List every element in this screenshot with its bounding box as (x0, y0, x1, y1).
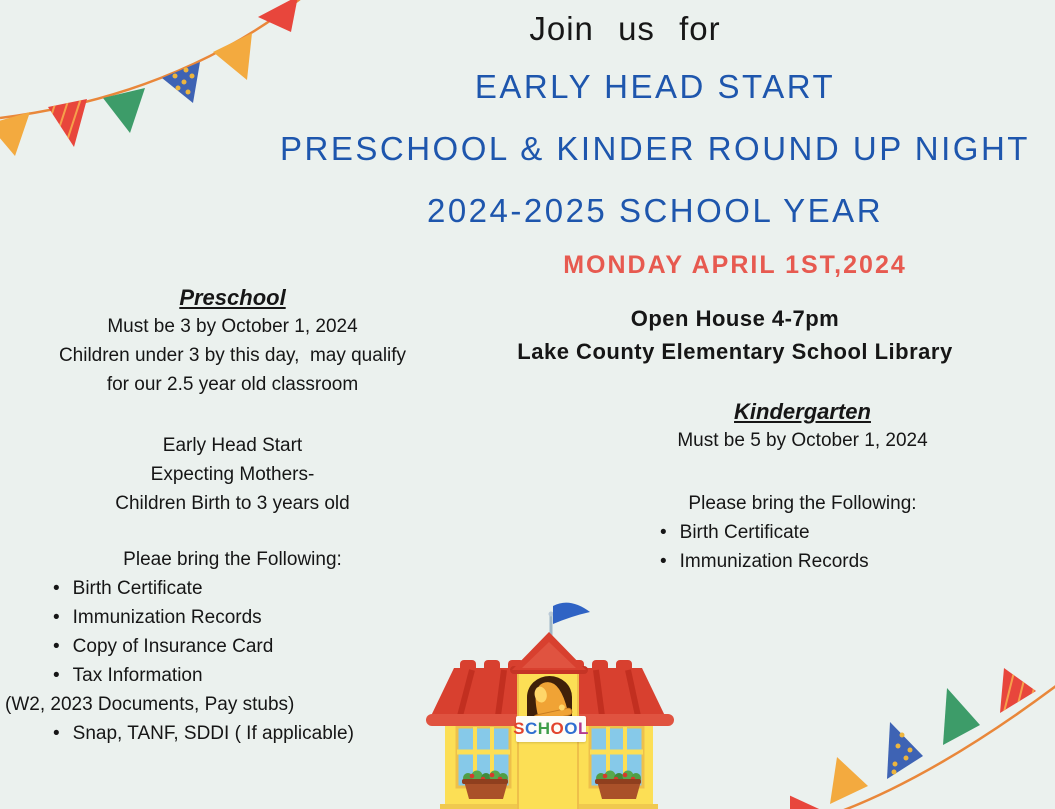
preschool-eligibility-line: for our 2.5 year old classroom (106, 374, 359, 395)
preschool-heading: Preschool (179, 285, 286, 310)
kindergarten-section (575, 398, 1030, 576)
school-sign: S C H O O L (516, 716, 586, 742)
list-item (5, 661, 460, 690)
preschool-eligibility-line: Children under 3 by this day, may qualify (58, 345, 407, 366)
list-item (5, 574, 460, 603)
list-item (575, 518, 1030, 547)
tax-documents-note: (W2, 2023 Documents, Pay stubs) (5, 694, 295, 715)
event-location: Lake County Elementary School Library (517, 339, 953, 364)
preschool-section (5, 284, 460, 748)
list-item-label: • Snap, TANF, SDDI ( If applicable) (72, 723, 354, 744)
list-item-label: • Birth Certificate (679, 522, 810, 543)
list-item (575, 547, 1030, 576)
preschool-program-line: Expecting Mothers- (150, 464, 315, 485)
title-line-1: EARLY HEAD START (474, 68, 836, 105)
list-item-label: • Immunization Records (679, 551, 869, 572)
list-item (5, 719, 460, 748)
event-time: Open House 4-7pm (630, 306, 840, 331)
header-intro: Join us for (529, 10, 721, 47)
preschool-eligibility-line: Must be 3 by October 1, 2024 (107, 316, 358, 337)
flyer-header (255, 0, 1055, 242)
list-item (5, 603, 460, 632)
kindergarten-heading: Kindergarten (734, 399, 871, 424)
spacer (5, 399, 460, 431)
preschool-program-line: Children Birth to 3 years old (115, 493, 350, 514)
event-date: MONDAY APRIL 1ST,2024 (563, 251, 907, 279)
list-item-label: • Copy of Insurance Card (72, 636, 274, 657)
school-illustration (420, 592, 680, 809)
bunting-garland-bottom-right-illustration (790, 620, 1055, 809)
kindergarten-eligibility-line: Must be 5 by October 1, 2024 (677, 430, 928, 451)
title-line-2: PRESCHOOL & KINDER ROUND UP NIGHT (280, 130, 1030, 167)
title-line-3: 2024-2025 SCHOOL YEAR (426, 192, 884, 229)
spacer (575, 455, 1030, 489)
school-building-drawing (420, 592, 680, 809)
spacer (5, 518, 460, 545)
list-item-label: • Tax Information (72, 665, 203, 686)
list-item (5, 632, 460, 661)
kindergarten-bring-heading: Please bring the Following: (688, 493, 917, 514)
preschool-program-line: Early Head Start (162, 435, 303, 456)
preschool-bring-heading: Pleae bring the Following: (123, 549, 342, 570)
list-item-label: • Birth Certificate (72, 578, 203, 599)
list-item-label: • Immunization Records (72, 607, 262, 628)
